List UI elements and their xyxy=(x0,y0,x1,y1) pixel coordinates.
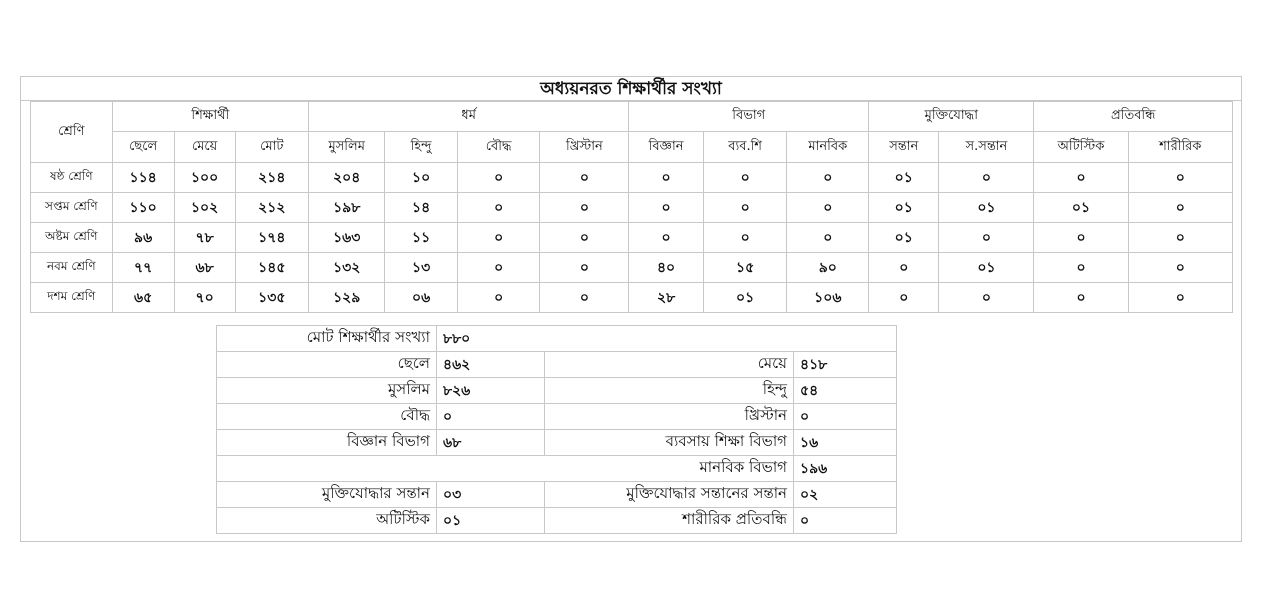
table-cell: ০ xyxy=(1034,253,1128,283)
table-cell: ০ xyxy=(787,223,869,253)
summary-row xyxy=(217,430,897,456)
disabled-group-header: প্রতিবন্ধি xyxy=(1034,102,1233,132)
hindu-label: হিন্দু xyxy=(545,378,794,404)
table-cell: ০ xyxy=(1128,253,1232,283)
table-row xyxy=(31,283,1233,313)
table-cell: ৭৭ xyxy=(112,253,174,283)
column-header: মোট xyxy=(235,132,308,163)
column-header: হিন্দু xyxy=(385,132,457,163)
total-value: ৮৮০ xyxy=(437,326,897,352)
table-cell: ০ xyxy=(629,193,703,223)
table-cell: ০ xyxy=(787,163,869,193)
table-cell: ০ xyxy=(540,193,629,223)
table-cell: ৭০ xyxy=(174,283,235,313)
hindu-value: ৫৪ xyxy=(794,378,897,404)
table-cell: ১৫ xyxy=(703,253,787,283)
physical-value: ০ xyxy=(794,508,897,534)
row-label: অষ্টম শ্রেণি xyxy=(31,223,113,253)
table-cell: ১৬৩ xyxy=(308,223,384,253)
column-header: অটিস্টিক xyxy=(1034,132,1128,163)
science-value: ৬৮ xyxy=(437,430,545,456)
ff-child-value: ০৩ xyxy=(437,482,545,508)
column-header: খ্রিস্টান xyxy=(540,132,629,163)
religion-group-header: ধর্ম xyxy=(308,102,628,132)
table-cell: ১০ xyxy=(385,163,457,193)
table-cell: ১৯৮ xyxy=(308,193,384,223)
column-header: স.সন্তান xyxy=(939,132,1034,163)
table-cell: ৬৫ xyxy=(112,283,174,313)
table-cell: ১৩২ xyxy=(308,253,384,283)
table-row xyxy=(31,253,1233,283)
table-cell: ০ xyxy=(703,193,787,223)
table-cell: ০ xyxy=(939,163,1034,193)
boys-value: ৪৬২ xyxy=(437,352,545,378)
table-cell: ০ xyxy=(457,163,540,193)
table-cell: ০ xyxy=(703,163,787,193)
summary-row xyxy=(217,508,897,534)
table-cell: ২১৪ xyxy=(235,163,308,193)
table-cell: ২৮ xyxy=(629,283,703,313)
table-cell: ৬৮ xyxy=(174,253,235,283)
ff-grandchild-value: ০২ xyxy=(794,482,897,508)
table-cell: ১৭৪ xyxy=(235,223,308,253)
table-cell: ১০২ xyxy=(174,193,235,223)
ff-child-label: মুক্তিযোদ্ধার সন্তান xyxy=(217,482,437,508)
summary-row xyxy=(217,378,897,404)
autistic-value: ০১ xyxy=(437,508,545,534)
table-cell: ০ xyxy=(1128,163,1232,193)
table-cell: ১৪ xyxy=(385,193,457,223)
column-header: ব্যব.শি xyxy=(703,132,787,163)
table-cell: ০ xyxy=(457,283,540,313)
table-cell: ২১২ xyxy=(235,193,308,223)
summary-row xyxy=(217,482,897,508)
row-label: সপ্তম শ্রেণি xyxy=(31,193,113,223)
table-cell: ০ xyxy=(939,223,1034,253)
humanities-label: মানবিক বিভাগ xyxy=(217,456,794,482)
table-cell: ৯৬ xyxy=(112,223,174,253)
students-group-header: শিক্ষার্থী xyxy=(112,102,308,132)
girls-label: মেয়ে xyxy=(545,352,794,378)
table-cell: ০ xyxy=(1034,223,1128,253)
column-header: মানবিক xyxy=(787,132,869,163)
buddhist-label: বৌদ্ধ xyxy=(217,404,437,430)
table-cell: ০১ xyxy=(939,193,1034,223)
business-value: ১৬ xyxy=(794,430,897,456)
class-header: শ্রেণি xyxy=(31,102,113,163)
sub-header-row xyxy=(31,132,1233,163)
group-header-row xyxy=(31,102,1233,132)
table-cell: ০১ xyxy=(939,253,1034,283)
summary-row xyxy=(217,404,897,430)
table-cell: ০১ xyxy=(869,163,939,193)
table-body xyxy=(31,163,1233,313)
humanities-value: ১৯৬ xyxy=(794,456,897,482)
table-cell: ০ xyxy=(1128,193,1232,223)
table-cell: ০ xyxy=(457,193,540,223)
column-header: শারীরিক xyxy=(1128,132,1232,163)
table-cell: ০ xyxy=(1034,283,1128,313)
muslim-label: মুসলিম xyxy=(217,378,437,404)
table-cell: ০ xyxy=(457,253,540,283)
table-cell: ০ xyxy=(869,283,939,313)
table-cell: ০ xyxy=(540,223,629,253)
column-header: ছেলে xyxy=(112,132,174,163)
table-cell: ০ xyxy=(629,223,703,253)
table-cell: ০ xyxy=(939,283,1034,313)
table-cell: ০ xyxy=(869,253,939,283)
table-cell: ৭৮ xyxy=(174,223,235,253)
summary-row xyxy=(217,326,897,352)
summary-row xyxy=(217,352,897,378)
table-cell: ১৩৫ xyxy=(235,283,308,313)
table-cell: ০ xyxy=(703,223,787,253)
row-label: ষষ্ঠ শ্রেণি xyxy=(31,163,113,193)
column-header: সন্তান xyxy=(869,132,939,163)
enrollment-table xyxy=(30,101,1233,313)
table-cell: ০ xyxy=(1128,223,1232,253)
muslim-value: ৮২৬ xyxy=(437,378,545,404)
row-label: নবম শ্রেণি xyxy=(31,253,113,283)
christian-value: ০ xyxy=(794,404,897,430)
total-label: মোট শিক্ষার্থীর সংখ্যা xyxy=(217,326,437,352)
boys-label: ছেলে xyxy=(217,352,437,378)
science-label: বিজ্ঞান বিভাগ xyxy=(217,430,437,456)
table-cell: ১১০ xyxy=(112,193,174,223)
business-label: ব্যবসায় শিক্ষা বিভাগ xyxy=(545,430,794,456)
table-cell: ০ xyxy=(629,163,703,193)
table-row xyxy=(31,223,1233,253)
girls-value: ৪১৮ xyxy=(794,352,897,378)
table-row xyxy=(31,193,1233,223)
table-cell: ০ xyxy=(540,283,629,313)
table-cell: ০ xyxy=(540,163,629,193)
table-cell: ১৩ xyxy=(385,253,457,283)
table-cell: ০ xyxy=(540,253,629,283)
summary-row xyxy=(217,456,897,482)
table-cell: ১১ xyxy=(385,223,457,253)
christian-label: খ্রিস্টান xyxy=(545,404,794,430)
table-cell: ১০৬ xyxy=(787,283,869,313)
column-header: বৌদ্ধ xyxy=(457,132,540,163)
table-cell: ১২৯ xyxy=(308,283,384,313)
department-group-header: বিভাগ xyxy=(629,102,869,132)
table-cell: ০১ xyxy=(1034,193,1128,223)
page-title: অধ্যয়নরত শিক্ষার্থীর সংখ্যা xyxy=(20,77,1242,101)
autistic-label: অটিস্টিক xyxy=(217,508,437,534)
column-header: বিজ্ঞান xyxy=(629,132,703,163)
table-cell: ০১ xyxy=(869,223,939,253)
column-header: মুসলিম xyxy=(308,132,384,163)
row-label: দশম শ্রেণি xyxy=(31,283,113,313)
summary-table xyxy=(216,325,897,534)
column-header: মেয়ে xyxy=(174,132,235,163)
table-cell: ০ xyxy=(1128,283,1232,313)
table-cell: ৪০ xyxy=(629,253,703,283)
table-row xyxy=(31,163,1233,193)
table-cell: ৯০ xyxy=(787,253,869,283)
table-cell: ০ xyxy=(1034,163,1128,193)
freedom-fighter-group-header: মুক্তিযোদ্ধা xyxy=(869,102,1034,132)
table-cell: ২০৪ xyxy=(308,163,384,193)
table-cell: ০১ xyxy=(869,193,939,223)
table-cell: ১০০ xyxy=(174,163,235,193)
table-cell: ০৬ xyxy=(385,283,457,313)
buddhist-value: ০ xyxy=(437,404,545,430)
table-cell: ১১৪ xyxy=(112,163,174,193)
table-cell: ০ xyxy=(457,223,540,253)
table-cell: ০১ xyxy=(703,283,787,313)
ff-grandchild-label: মুক্তিযোদ্ধার সন্তানের সন্তান xyxy=(545,482,794,508)
physical-label: শারীরিক প্রতিবন্ধি xyxy=(545,508,794,534)
table-cell: ১৪৫ xyxy=(235,253,308,283)
table-cell: ০ xyxy=(787,193,869,223)
